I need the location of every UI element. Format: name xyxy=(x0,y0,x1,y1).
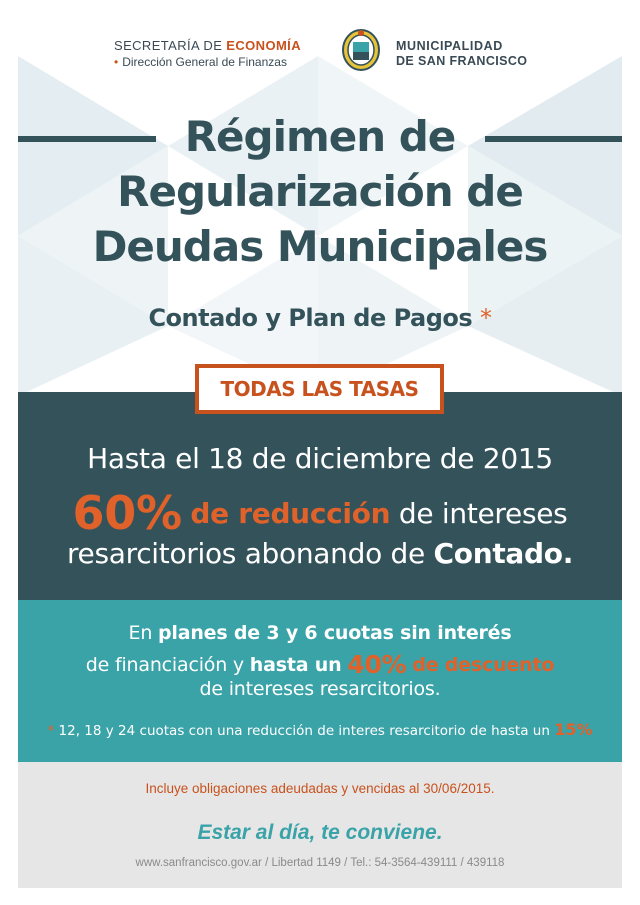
secretaria-title: SECRETARÍA DE ECONOMÍA xyxy=(114,38,301,53)
direccion-subtitle: • Dirección General de Finanzas xyxy=(114,55,287,69)
title-line-1: Régimen de xyxy=(184,112,456,161)
planes-line: En planes de 3 y 6 cuotas sin interés xyxy=(128,622,512,644)
descuento-line: de financiación y hasta un 40% de descuento xyxy=(85,650,555,679)
includes-note: Incluye obligaciones adeudadas y vencidas al 30/06/2015. xyxy=(145,781,495,796)
reduction-percent: 60% xyxy=(72,486,182,540)
contado-line: resarcitorios abonando de Contado. xyxy=(66,537,574,570)
municipalidad-line1: MUNICIPALIDAD xyxy=(396,39,503,53)
header-logos xyxy=(18,30,622,80)
slogan: Estar al día, te conviene. xyxy=(197,821,443,844)
municipalidad-line2: DE SAN FRANCISCO xyxy=(396,54,528,68)
cuotas-note: * 12, 18 y 24 cuotas con una reducción de interes resarcitorio de hasta un 15% xyxy=(47,720,593,739)
discount-percent: 40% xyxy=(347,650,407,679)
contact-info: www.sanfrancisco.gov.ar / Libertad 1149 / Tel.: 54-3564-439111 / 439118 xyxy=(135,857,505,869)
title-line-3: Deudas Municipales xyxy=(92,222,548,271)
poster xyxy=(18,16,622,888)
municipal-seal-logo xyxy=(341,28,381,72)
title-line-2: Regularización de xyxy=(117,167,523,216)
deadline-text: Hasta el 18 de diciembre de 2015 xyxy=(87,442,553,475)
reduction-line: 60% de reducción de intereses xyxy=(72,486,568,540)
intereses-line: de intereses resarcitorios. xyxy=(199,678,441,700)
todas-las-tasas-badge: TODAS LAS TASAS xyxy=(195,364,444,414)
subtitle: Contado y Plan de Pagos * xyxy=(148,304,492,332)
